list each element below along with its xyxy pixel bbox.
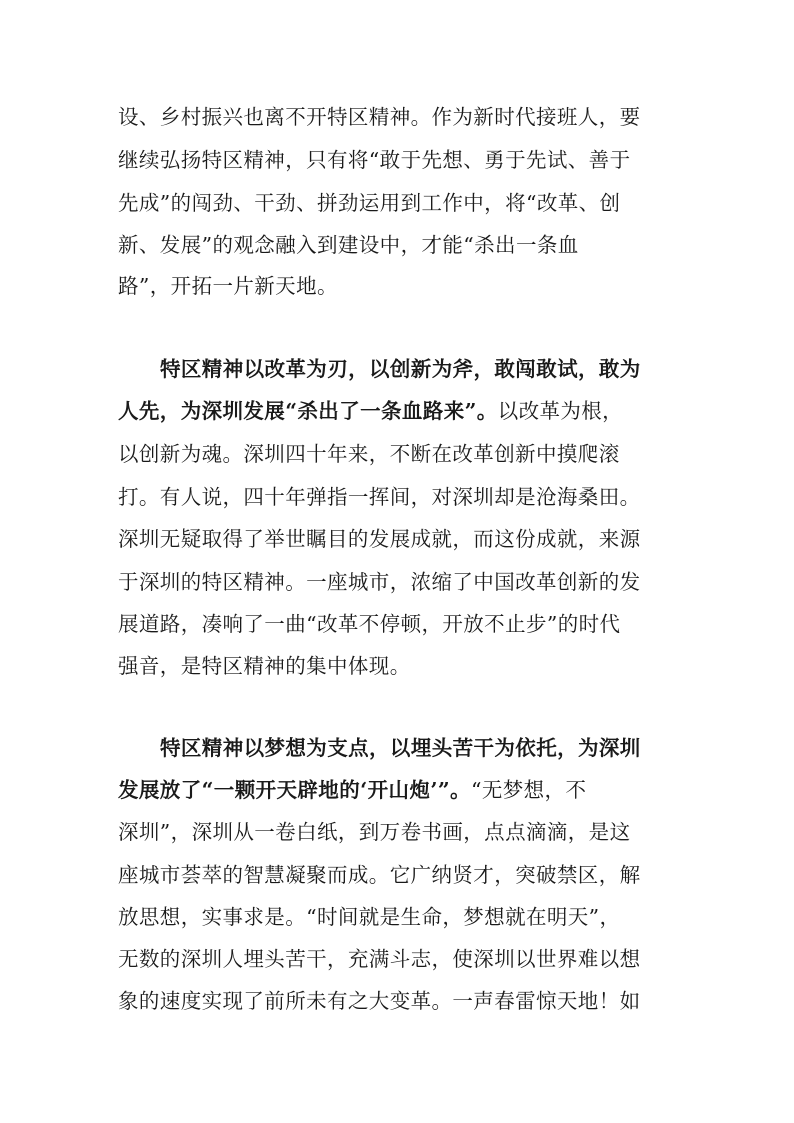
text-run: 设、乡村振兴也离不开特区精神。作为新时代接班人，要 [118, 105, 641, 129]
paragraph-1-line-3 [118, 190, 620, 216]
text-run: 于深圳的特区精神。一座城市，浓缩了中国改革创新的发 [118, 570, 641, 594]
paragraph-1-line-2 [118, 147, 630, 173]
paragraph-3-line-2 [118, 777, 586, 803]
paragraph-2-line-7 [118, 611, 620, 637]
text-run: 深圳无疑取得了举世瞩目的发展成就，而这份成就，来源 [118, 527, 641, 551]
bold-text-run: 特区精神以改革为刃，以创新为斧，敢闯敢试，敢为 [160, 357, 641, 381]
text-run: 打。有人说，四十年弹指一挥间，对深圳却是沧海桑田。 [118, 485, 641, 509]
text-run: 深圳”，深圳从一卷白纸，到万卷书画，点点滴滴，是这 [118, 820, 631, 844]
text-run: 放思想，实事求是。“时间就是生命，梦想就在明天”， [118, 905, 621, 929]
text-run: 继续弘扬特区精神，只有将“敢于先想、勇于先试、善于 [118, 148, 631, 172]
text-run: 新、发展”的观念融入到建设中，才能“杀出一条血 [118, 233, 579, 257]
text-run: 无数的深圳人埋头苦干，充满斗志，使深圳以世界难以想 [118, 947, 641, 971]
text-run: 象的速度实现了前所未有之大变革。一声春雷惊天地！如 [118, 989, 641, 1013]
paragraph-2-line-4 [118, 484, 641, 510]
paragraph-3-line-5 [118, 904, 620, 930]
text-run: 强音，是特区精神的集中体现。 [118, 654, 411, 678]
paragraph-3-line-1 [160, 735, 641, 761]
paragraph-2-line-2 [118, 398, 623, 424]
paragraph-1-line-5 [118, 273, 338, 299]
paragraph-2-line-1 [160, 356, 641, 382]
paragraph-3-line-7 [118, 988, 641, 1014]
text-run: 以改革为根， [497, 399, 624, 423]
bold-text-run: 特区精神以梦想为支点，以埋头苦干为依托，为深圳 [160, 736, 641, 760]
paragraph-3-line-6 [118, 946, 641, 972]
bold-text-run: 人先，为深圳发展“杀出了一条血路来”。 [118, 399, 498, 423]
text-run: 路”，开拓一片新天地。 [118, 274, 338, 298]
paragraph-1-line-4 [118, 232, 579, 258]
paragraph-2-line-6 [118, 569, 641, 595]
paragraph-3-line-4 [118, 862, 641, 888]
text-run: 以创新为魂。深圳四十年来，不断在改革创新中摸爬滚 [118, 442, 620, 466]
paragraph-3-line-3 [118, 819, 630, 845]
text-run: “无梦想，不 [470, 778, 587, 802]
bold-text-run: 发展放了“一颗开天辟地的‘开山炮’”。 [118, 778, 471, 802]
text-run: 座城市荟萃的智慧凝聚而成。它广纳贤才，突破禁区，解 [118, 863, 641, 887]
text-run: 展道路，凑响了一曲“改革不停顿，开放不止步”的时代 [118, 612, 621, 636]
paragraph-2-line-8 [118, 653, 411, 679]
paragraph-2-line-5 [118, 526, 641, 552]
text-run: 先成”的闯劲、干劲、拼劲运用到工作中，将“改革、创 [118, 191, 621, 215]
paragraph-1-line-1 [118, 104, 641, 130]
paragraph-2-line-3 [118, 441, 620, 467]
